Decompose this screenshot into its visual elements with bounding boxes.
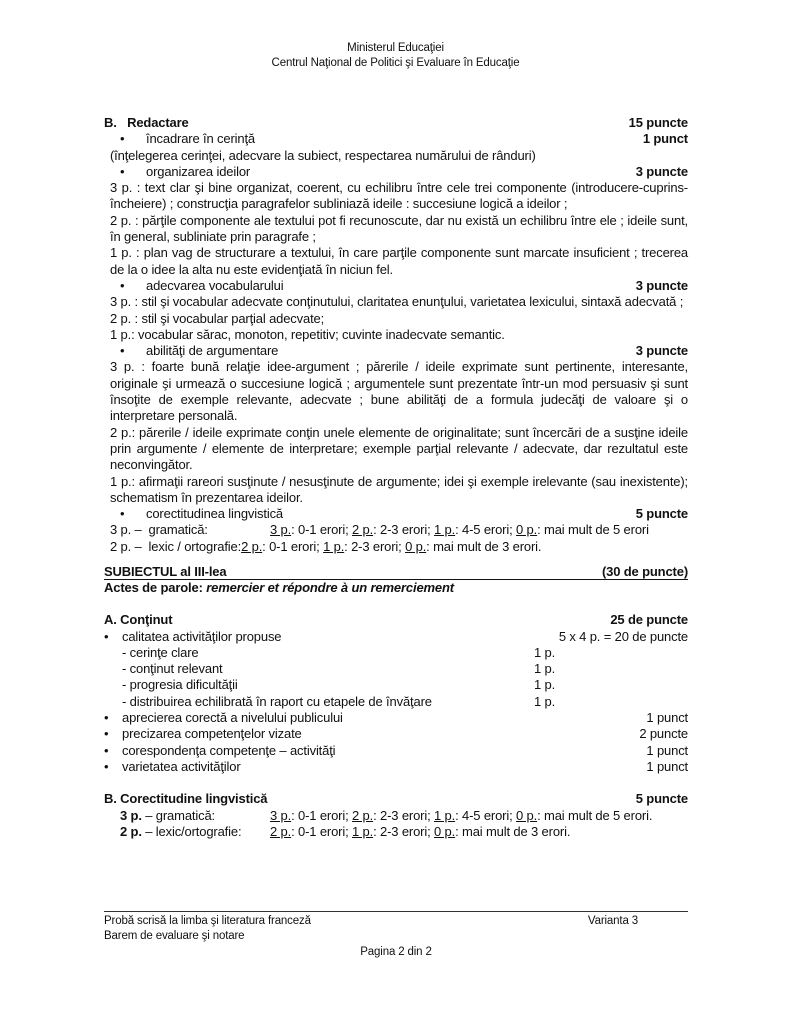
score-text: : mai mult de 5 erori — [537, 522, 649, 538]
criterion-label: • corectitudinea lingvistică — [104, 506, 283, 522]
sub-criterion — [104, 661, 688, 677]
score-value: 0 p. — [434, 823, 456, 839]
content-title: A. Conţinut — [104, 612, 173, 628]
criterion-desc: 3 p. : text clar şi bine organizat, coerent, cu echilibru între cele trei componente (introducere-cuprins-încheiere) ; construcţia paragrafelor subliniază ideile : succesiune logică a ideilor ; — [110, 180, 688, 212]
subject-title: SUBIECTUL al III-lea — [104, 564, 227, 579]
criterion-desc: 3 p. : foarte bună relaţie idee-argument ; părerile / ideile exprimate sunt pertinente, interesante, originale şi urmează o succesiune logică ; argumentele sunt prezentate într-un mod persuasiv şi sunt însoţite de exemple relevante, adecvate ; bune abilităţi de a formula judecăţi de valoare şi o interpretare personală. — [110, 359, 688, 424]
score-value: 1 p. — [352, 823, 374, 839]
criterion-desc: 1 p.: afirmaţii rareori susţinute / nesusţinute de argumente; idei şi exemple irelevante (sau inexistente); schematism în prezentarea ideilor. — [110, 473, 688, 505]
criterion-label: • abilităţi de argumentare — [104, 343, 278, 359]
score-value: 1 p. — [434, 807, 456, 823]
sub-criterion — [104, 677, 688, 693]
criterion-item — [104, 710, 688, 726]
item-label: • aprecierea corectă a nivelului publicului — [122, 710, 343, 726]
score-text: : 0-1 erori; — [291, 823, 352, 839]
lexicon-scale — [104, 539, 688, 555]
scale-label: – gramatică: — [141, 807, 215, 823]
subject-theme — [104, 580, 688, 596]
criterion-desc: 1 p. : plan vag de structurare a textului, în care parţile componente sunt marcate insuficient ; trecerea de la o idee la alta nu este evidenţiată în niciun fel. — [110, 245, 688, 277]
sub-points: 1 p. — [534, 677, 556, 693]
sub-points: 1 p. — [534, 644, 556, 660]
score-value: 1 p. — [323, 538, 345, 554]
criterion-label: • încadrare în cerinţă — [104, 131, 255, 147]
score-value: 0 p. — [516, 807, 538, 823]
score-value: 0 p. — [405, 538, 427, 554]
footer-divider — [104, 911, 688, 912]
score-text: : mai mult de 5 erori. — [537, 807, 653, 823]
scale-bold: 2 p. — [120, 823, 142, 839]
sub-criterion — [104, 694, 688, 710]
theme-label: Actes de parole: — [104, 580, 207, 595]
criterion-points: 3 puncte — [635, 163, 688, 179]
item-points: 5 x 4 p. = 20 de puncte — [558, 628, 688, 644]
criterion-points: 3 puncte — [635, 277, 688, 293]
score-value: 0 p. — [516, 522, 538, 538]
criterion-label: • adecvarea vocabularului — [104, 278, 283, 294]
criterion-label: • organizarea ideilor — [104, 164, 250, 180]
scale-label: – lexic/ortografie: — [141, 823, 242, 839]
item-points: 1 punct — [646, 758, 688, 774]
sub-points: 1 p. — [534, 661, 556, 677]
correctness-points: 5 puncte — [635, 791, 688, 807]
item-label: • precizarea competenţelor vizate — [122, 726, 302, 742]
section-heading — [104, 115, 688, 131]
sub-label: - progresia dificultăţii — [122, 677, 238, 693]
ministry-name: Ministerul Educaţiei — [347, 42, 444, 54]
correctness-title: B. Corectitudine lingvistică — [104, 791, 268, 807]
criterion-desc: (înţelegerea cerinţei, adecvare la subiect, respectarea numărului de rânduri) — [110, 147, 536, 163]
score-value: 2 p. — [352, 807, 374, 823]
criterion-desc: 3 p. : stil şi vocabular adecvate conţinutului, claritatea enunţului, varietatea lexicului, sintaxă adecvată ; — [110, 294, 684, 310]
sub-criterion — [104, 645, 688, 661]
criterion-points: 1 punct — [642, 131, 688, 147]
score-value: 2 p. — [270, 823, 292, 839]
criterion-points: 3 puncte — [635, 343, 688, 359]
item-points: 1 punct — [646, 710, 688, 726]
criterion-desc: 2 p.: părerile / ideile exprimate conţin unele elemente de originalitate; sunt încercări de a susţine ideile prin argumente / elemente de interpretare; exemple parţial relevante / adecvate, dar rezultatul este neconvingător. — [110, 424, 688, 473]
theme-text: remercier et répondre à un remerciement — [206, 580, 454, 595]
scale-label: 3 p. – gramatică: — [110, 522, 208, 538]
score-text: : 0-1 erori; — [262, 538, 324, 554]
score-text: : mai mult de 3 erori. — [426, 538, 542, 554]
item-label: • varietatea activităţilor — [122, 758, 241, 774]
section-b-redactare — [104, 115, 688, 555]
score-text: : 2-3 erori; — [373, 807, 434, 823]
score-value: 2 p. — [241, 538, 263, 554]
criterion-desc: 2 p. : părţile componente ale textului pot fi recunoscute, dar nu există un echilibru între ele ; ideile sunt, în general, subliniate prin paragrafe ; — [110, 212, 688, 245]
score-value: 3 p. — [270, 522, 292, 538]
sub-label: - cerinţe clare — [122, 644, 199, 660]
sub-label: - distribuirea echilibrată în raport cu etapele de învăţare — [122, 693, 432, 709]
score-value: 3 p. — [270, 807, 292, 823]
item-label: • calitatea activităţilor propuse — [122, 628, 282, 644]
score-text: : 2-3 erori; — [344, 538, 406, 554]
page-number: Pagina 2 din 2 — [360, 946, 432, 958]
center-name: Centrul Naţional de Politici şi Evaluare în Educaţie — [271, 57, 520, 69]
criterion-item — [104, 743, 688, 759]
scale-bold: 3 p. — [120, 807, 142, 823]
criterion-desc: 1 p.: vocabular sărac, monoton, repetitiv; cuvinte inadecvate semantic. — [110, 326, 505, 342]
criterion-item — [104, 726, 688, 742]
grammar-scale — [104, 522, 688, 538]
section-points: 15 puncte — [628, 115, 688, 130]
sub-points: 1 p. — [534, 693, 556, 709]
page-footer — [104, 914, 688, 960]
lexicon-scale — [104, 824, 688, 840]
exam-name: Probă scrisă la limba şi literatura franceză — [104, 915, 311, 927]
score-text: : 2-3 erori; — [373, 823, 434, 839]
section-title: B. Redactare — [104, 115, 189, 130]
criterion-points: 5 puncte — [635, 506, 688, 522]
item-points: 2 puncte — [639, 726, 688, 742]
grammar-scale — [104, 808, 688, 824]
score-value: 1 p. — [434, 522, 456, 538]
score-text: : mai mult de 3 erori. — [455, 823, 571, 839]
score-text: : 2-3 erori; — [373, 522, 434, 538]
subject-points: (30 de puncte) — [601, 564, 688, 579]
criterion-item — [104, 759, 688, 775]
score-text: : 4-5 erori; — [455, 807, 516, 823]
page-header — [0, 41, 791, 71]
doc-type: Barem de evaluare şi notare — [104, 930, 245, 942]
item-points: 1 punct — [646, 742, 688, 758]
score-text: : 4-5 erori; — [455, 522, 516, 538]
score-value: 2 p. — [352, 522, 374, 538]
content-points: 25 de puncte — [610, 612, 688, 628]
score-text: : 0-1 erori; — [291, 522, 352, 538]
scale-label: 2 p. – lexic / ortografie: — [110, 538, 242, 554]
criterion-desc: 2 p. : stil şi vocabular parţial adecvate; — [110, 310, 325, 326]
sub-label: - conţinut relevant — [122, 661, 223, 677]
variant: Varianta 3 — [587, 915, 638, 927]
item-label: • corespondenţa competenţe – activităţi — [122, 742, 336, 758]
subject-3 — [104, 564, 688, 840]
score-text: : 0-1 erori; — [291, 807, 352, 823]
